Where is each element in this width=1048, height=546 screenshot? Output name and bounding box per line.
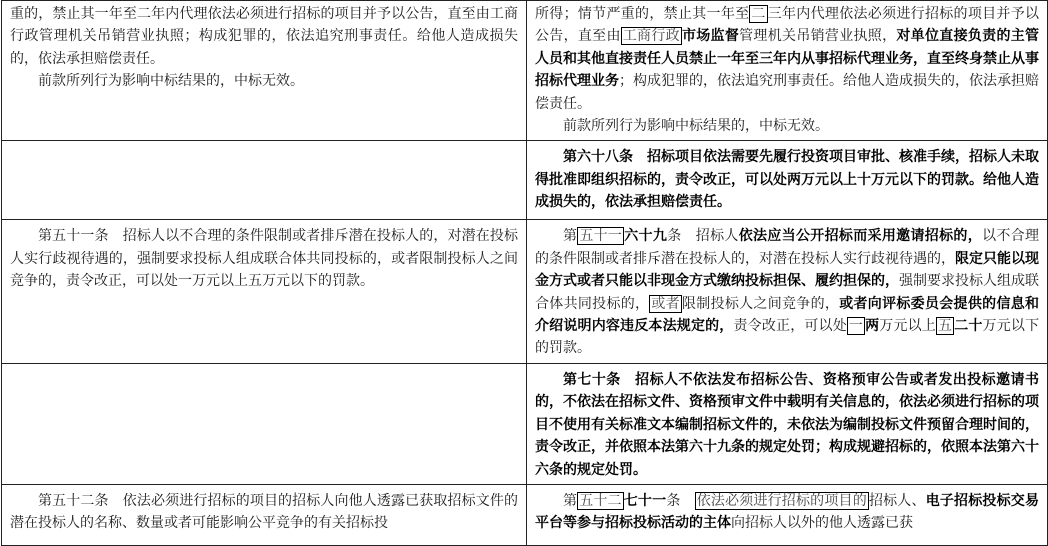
original-article: 第五十二条 依法必须进行招标的项目的招标人向他人透露已获取招标文件的潜在投标人的名称、数量或者可能影响公平竞争的有关招标投 <box>10 492 518 532</box>
revised-text-cell <box>527 1 1048 141</box>
added-text: 限定只能以现金方式或者只能以非现金方式缴纳投标担保、履约担保的， <box>535 250 1039 290</box>
deleted-text-box: 五 <box>938 318 953 335</box>
deleted-text-box: 一 <box>848 318 864 335</box>
added-text: 七十一 <box>623 492 667 509</box>
text-span: 万元以下的罚款。 <box>535 318 1040 357</box>
law-comparison-table <box>1 0 1048 546</box>
original-text-cell <box>2 484 527 545</box>
original-text-cell <box>2 363 527 484</box>
table-row <box>2 220 1048 363</box>
revised-text-cell <box>527 220 1048 363</box>
added-text: 或者向评标委员会提供的信息和介绍说明内容违反本法规定的， <box>535 295 1040 335</box>
text-span: 招标人、 <box>868 492 926 509</box>
deleted-text-box: 或者 <box>651 295 680 312</box>
revised-paragraph: 前款所列行为影响中标结果的，中标无效。 <box>563 118 829 135</box>
deleted-text-box: 工商行政 <box>622 28 680 45</box>
text-span: 限制投标人之间竞争的， <box>681 295 840 312</box>
text-span: 万元以上 <box>879 318 936 335</box>
table-row <box>2 363 1048 484</box>
revised-text-cell <box>527 363 1048 484</box>
table-row <box>2 484 1048 545</box>
text-span: 第 <box>563 492 578 509</box>
added-text: 六十九 <box>624 228 668 245</box>
text-span: 强制要求投标人组成联合体共同投标的， <box>535 273 1039 312</box>
revised-text-cell <box>527 484 1048 545</box>
added-text: 依法应当公开招标而采用邀请招标的， <box>738 228 983 245</box>
original-paragraph: 前款所列行为影响中标结果的，中标无效。 <box>38 73 304 90</box>
revised-article <box>535 490 1039 535</box>
text-span: 向招标人以外的他人透露已获 <box>731 515 913 532</box>
table-row <box>2 1 1048 141</box>
added-text: 对单位直接负责的主管人员和其他直接责任人员禁止一年至三年内从事招标代理业务，直至终身禁止从事招标代理业务 <box>535 28 1040 90</box>
text-span: 第 <box>563 228 578 245</box>
deleted-text-box: 五十一 <box>579 228 623 245</box>
added-text: 二十 <box>954 318 983 335</box>
original-text-cell <box>2 1 527 141</box>
added-article: 第七十条 招标人不依法发布招标公告、资格预审公告或者发出投标邀请书的，不依法在招标文件、资格预审文件中载明有关信息的，依法必须进行招标的项目不使用有关标准文本编制招标文件的，未依法为编制投标文件预留合理时间的，责令改正，并依照本法第六十九条的规定处罚；构成规避招标的，依照本法第六十六条的规定处罚。 <box>535 371 1039 478</box>
original-text-cell <box>2 220 527 363</box>
added-text: 市场监督 <box>681 28 740 45</box>
revised-paragraph <box>535 3 1039 115</box>
added-text: 两 <box>865 318 880 335</box>
text-span: 三年内代理依法必须进行招标的项目并予以公告，直至由 <box>535 6 1040 45</box>
text-span: 所得；情节严重的，禁止其一年至 <box>535 6 750 22</box>
original-article: 第五十一条 招标人以不合理的条件限制或者排斥潜在投标人的，对潜在投标人实行歧视待遇的，强制要求投标人组成联合体共同投标的，或者限制投标人之间竞争的，责令改正，可以处一万元以上五万元以下的罚款。 <box>10 228 518 290</box>
original-paragraph: 重的，禁止其一年至二年内代理依法必须进行招标的项目并予以公告，直至由工商行政管理机关吊销营业执照；构成犯罪的，依法追究刑事责任。给他人造成损失的，依法承担赔偿责任。 <box>10 6 518 67</box>
text-span: 以不合理的条件限制或者排斥潜在投标人的，对潜在投标人实行歧视待遇的， <box>535 228 1039 267</box>
text-span: 条 招标人 <box>667 228 739 245</box>
revised-text-cell <box>527 141 1048 220</box>
added-text: 电子招标投标交易平台等参与招标投标活动的主体 <box>535 492 1039 532</box>
deleted-text-box: 五十二 <box>579 492 622 509</box>
table-row <box>2 141 1048 220</box>
original-text-cell <box>2 141 527 220</box>
text-span: ；构成犯罪的，依法追究刑事责任。给他人造成损失的，依法承担赔偿责任。 <box>535 73 1039 112</box>
added-article: 第六十八条 招标项目依法需要先履行投资项目审批、核准手续，招标人未取得批准即组织招标的，责令改正，可以处两万元以上十万元以下的罚款。给他人造成损失的，依法承担赔偿责任。 <box>535 149 1039 211</box>
text-span: 管理机关吊销营业执照， <box>739 28 897 45</box>
text-span: 责令改正，可以处 <box>733 318 847 335</box>
text-span: 条 <box>666 492 695 509</box>
deleted-text-box: 依法必须进行招标的项目的 <box>696 492 867 509</box>
revised-article <box>535 225 1039 359</box>
deleted-text-box: 二 <box>751 6 766 22</box>
